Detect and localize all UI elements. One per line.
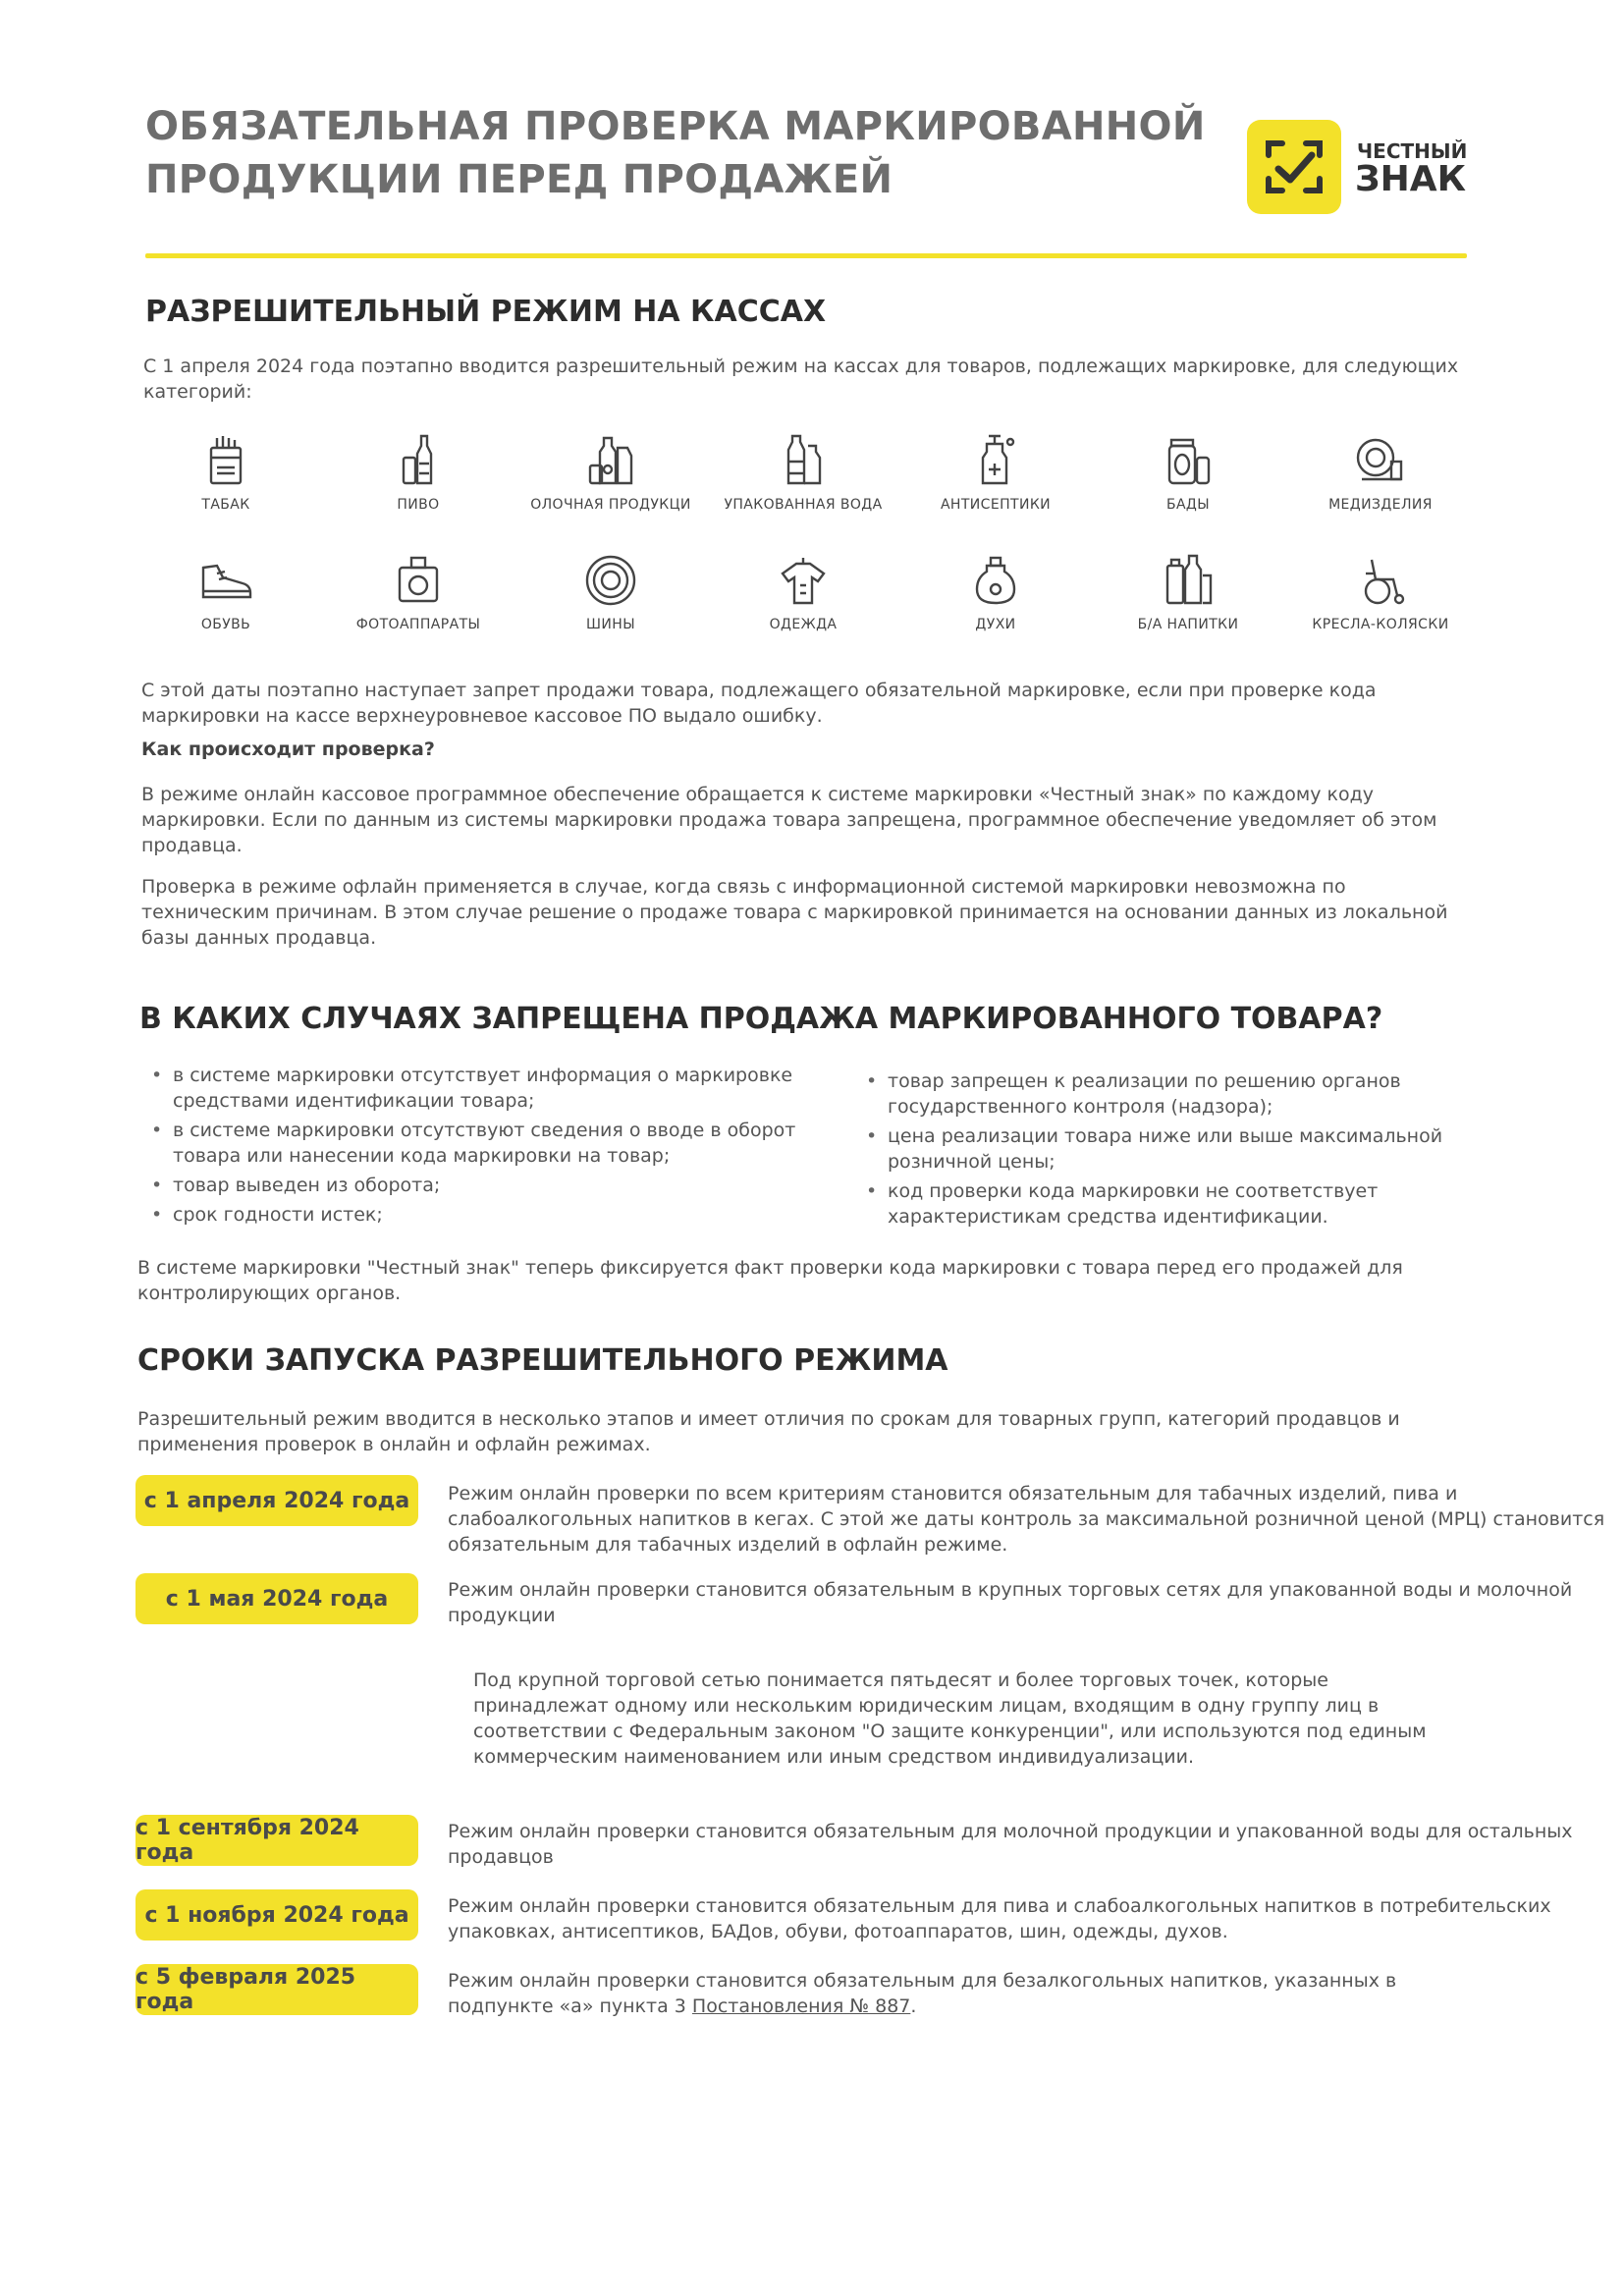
stage-description: Режим онлайн проверки становится обязательным для молочной продукции и упакованной воды для остальных продавцов <box>448 1821 1573 1868</box>
stage-description: Режим онлайн проверки по всем критериям становится обязательным для табачных изделий, пива и слабоалкогольных напитков в кегах. С этой же даты контроль за максимальной розничной ценой (МРЦ) становится обязательным для табачных изделий в офлайн режиме. <box>448 1483 1605 1556</box>
category-row <box>130 552 1477 654</box>
logo-badge <box>1247 120 1341 214</box>
list-item: • в системе маркировки отсутствуют сведения о вводе в оборот товара или нанесении кода маркировки на товар; <box>147 1118 825 1169</box>
category-shoes: ОБУВЬ <box>130 552 322 654</box>
category-cameras: ФОТОАППАРАТЫ <box>322 552 514 654</box>
section-heading-permissive-mode: РАЗРЕШИТЕЛЬНЫЙ РЕЖИМ НА КАССАХ <box>145 295 827 329</box>
date-badge: с 5 февраля 2025 года <box>135 1964 418 2015</box>
list-item: • срок годности истек; <box>147 1202 825 1228</box>
online-check-paragraph: В режиме онлайн кассовое программное обеспечение обращается к системе маркировки «Честный знак» по каждому коду маркировки. Если по данным из системы маркировки продажа товара запрещена, программное обеспечение уведомляет об этом продавца. <box>141 784 1437 856</box>
checkmark-frame-icon <box>1247 120 1341 214</box>
page-title: ОБЯЗАТЕЛЬНАЯ ПРОВЕРКА МАРКИРОВАННОЙ ПРОДУКЦИИ ПЕРЕД ПРОДАЖЕЙ <box>145 104 1206 202</box>
category-grid <box>130 432 1477 654</box>
supplements-icon <box>1160 432 1217 489</box>
shoe-icon <box>197 552 254 609</box>
category-wheelchairs: КРЕСЛА-КОЛЯСКИ <box>1284 552 1477 654</box>
list-item: • код проверки кода маркировки не соответствует характеристикам средства идентификации. <box>862 1178 1471 1230</box>
dairy-icon <box>582 432 639 489</box>
date-badge: с 1 сентября 2024 года <box>135 1815 418 1866</box>
category-tobacco: ТАБАК <box>130 432 322 534</box>
category-row <box>130 432 1477 534</box>
prohibited-cases-list-right <box>862 1068 1471 1233</box>
date-badge: с 1 ноября 2024 года <box>135 1889 418 1941</box>
large-chain-definition: Под крупной торговой сетью понимается пятьдесят и более торговых точек, которые принадлежат одному или нескольким юридическим лицам, входящим в одну группу лиц в соответствии с Федеральным законом "О защите конкуренции", или используются под единым коммерческим наименованием или иным средством индивидуализации. <box>473 1669 1427 1768</box>
chestny-znak-logo <box>1247 120 1468 214</box>
launch-intro: Разрешительный режим вводится в несколько этапов и имеет отличия по срокам для товарных групп, категорий продавцов и применения проверок в онлайн и офлайн режимах. <box>137 1408 1400 1455</box>
camera-icon <box>390 552 447 609</box>
category-perfume: ДУХИ <box>899 552 1092 654</box>
list-item: • в системе маркировки отсутствует информация о маркировке средствами идентификации товара; <box>147 1063 825 1114</box>
category-medical: МЕДИЗДЕЛИЯ <box>1284 432 1477 534</box>
category-soft-drinks: Б/А НАПИТКИ <box>1092 552 1284 654</box>
check-fixation-note: В системе маркировки "Честный знак" теперь фиксируется факт проверки кода маркировки с товара перед его продажей для контролирующих органов. <box>137 1257 1403 1304</box>
wheelchair-icon <box>1352 552 1409 609</box>
antiseptic-icon <box>967 432 1024 489</box>
decree-887-link[interactable]: Постановления № 887 <box>691 1995 911 2017</box>
prohibition-paragraph: С этой даты поэтапно наступает запрет продажи товара, подлежащего обязательной маркировке, если при проверке кода маркировки на кассе верхнеуровневое кассовое ПО выдало ошибку. <box>141 680 1377 727</box>
beer-icon <box>390 432 447 489</box>
category-antiseptic: АНТИСЕПТИКИ <box>899 432 1092 534</box>
category-tires: ШИНЫ <box>514 552 707 654</box>
date-badge: с 1 мая 2024 года <box>135 1573 418 1624</box>
medical-device-icon <box>1352 432 1409 489</box>
category-supplements: БАДЫ <box>1092 432 1284 534</box>
stage-description: Режим онлайн проверки становится обязательным для безалкогольных напитков, указанных в подпункте «а» пункта 3 Постановления № 887. <box>448 1970 1397 2017</box>
water-bottle-icon <box>775 432 832 489</box>
soft-drinks-icon <box>1160 552 1217 609</box>
category-water: УПАКОВАННАЯ ВОДА <box>707 432 899 534</box>
list-item: • товар запрещен к реализации по решению органов государственного контроля (надзора); <box>862 1068 1471 1120</box>
prohibited-cases-list-left <box>147 1063 825 1231</box>
section-heading-launch-dates: СРОКИ ЗАПУСКА РАЗРЕШИТЕЛЬНОГО РЕЖИМА <box>137 1343 948 1378</box>
check-subheading: Как происходит проверка? <box>141 738 435 760</box>
offline-check-paragraph: Проверка в режиме офлайн применяется в случае, когда связь с информационной системой маркировки невозможна по техническим причинам. В этом случае решение о продаже товара с маркировкой принимается на основании данных из локальной базы данных продавца. <box>141 876 1448 949</box>
list-item: • цена реализации товара ниже или выше максимальной розничной цены; <box>862 1123 1471 1175</box>
list-item: • товар выведен из оборота; <box>147 1173 825 1198</box>
section1-intro: С 1 апреля 2024 года поэтапно вводится разрешительный режим на кассах для товаров, подлежащих маркировке, для следующих категорий: <box>143 355 1459 403</box>
logo-text-top: ЧЕСТНЫЙ <box>1357 139 1468 163</box>
stage-description: Режим онлайн проверки становится обязательным для пива и слабоалкогольных напитков в потребительских упаковках, антисептиков, БАДов, обуви, фотоаппаратов, шин, одежды, духов. <box>448 1895 1551 1942</box>
section-heading-prohibited-cases: В КАКИХ СЛУЧАЯХ ЗАПРЕЩЕНА ПРОДАЖА МАРКИРОВАННОГО ТОВАРА? <box>139 1002 1383 1036</box>
category-dairy: ОЛОЧНАЯ ПРОДУКЦИ <box>514 432 707 534</box>
tire-icon <box>582 552 639 609</box>
clothing-icon <box>775 552 832 609</box>
logo-text-main: ЗНАК <box>1355 159 1466 199</box>
date-badge: с 1 апреля 2024 года <box>135 1475 418 1526</box>
category-beer: ПИВО <box>322 432 514 534</box>
perfume-icon <box>967 552 1024 609</box>
cigarette-pack-icon <box>197 432 254 489</box>
stage-description: Режим онлайн проверки становится обязательным в крупных торговых сетях для упакованной воды и молочной продукции <box>448 1579 1573 1626</box>
category-clothing: ОДЕЖДА <box>707 552 899 654</box>
header-divider <box>145 253 1467 258</box>
